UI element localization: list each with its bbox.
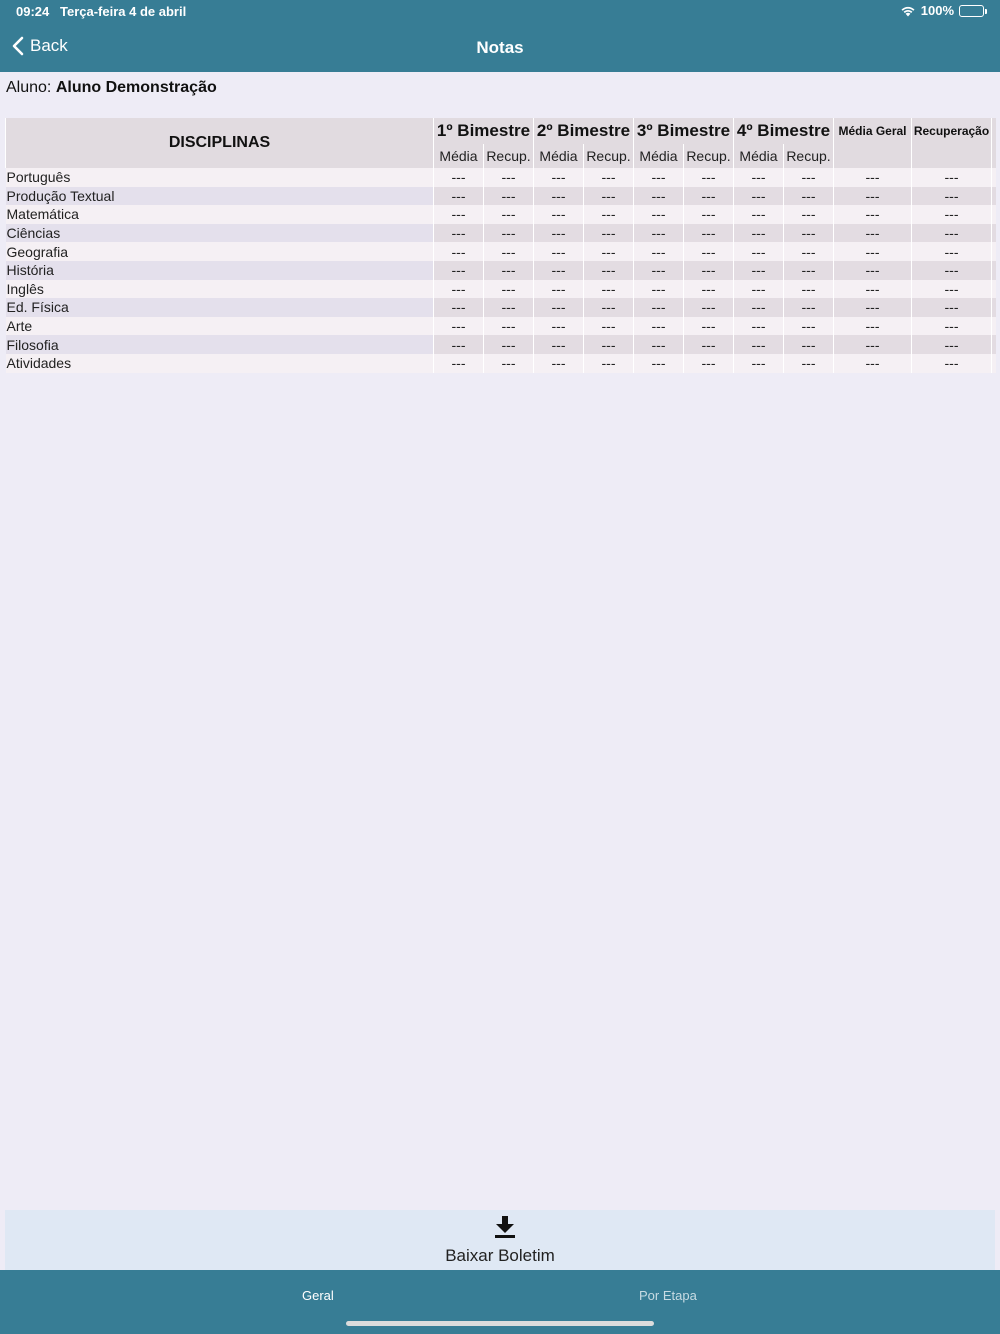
period-header: 4º Bimestre bbox=[734, 118, 834, 144]
grade-cell: --- bbox=[834, 168, 912, 187]
page-title: Notas bbox=[476, 38, 524, 57]
grade-cell: --- bbox=[684, 242, 734, 261]
grade-cell: --- bbox=[834, 298, 912, 317]
download-report-button[interactable] bbox=[5, 1210, 995, 1270]
grade-cell: --- bbox=[634, 335, 684, 354]
grade-cell: --- bbox=[484, 168, 534, 187]
grade-cell: --- bbox=[534, 205, 584, 224]
download-label: Baixar Boletim bbox=[445, 1246, 555, 1265]
grade-cell: --- bbox=[634, 261, 684, 280]
table-edge bbox=[992, 335, 996, 354]
grade-cell: --- bbox=[434, 280, 484, 299]
discipline-name: Geografia bbox=[6, 242, 434, 261]
grade-cell: --- bbox=[584, 354, 634, 373]
table-row bbox=[6, 168, 996, 187]
grade-cell: --- bbox=[684, 317, 734, 336]
grade-cell: --- bbox=[534, 242, 584, 261]
tab-geral[interactable]: Geral bbox=[302, 1288, 334, 1303]
grade-cell: --- bbox=[684, 224, 734, 243]
grade-cell: --- bbox=[684, 205, 734, 224]
grade-cell: --- bbox=[912, 224, 992, 243]
average-subheader: Média bbox=[634, 144, 684, 168]
grade-cell: --- bbox=[434, 224, 484, 243]
grade-cell: --- bbox=[634, 224, 684, 243]
grade-cell: --- bbox=[784, 354, 834, 373]
grade-cell: --- bbox=[912, 205, 992, 224]
grade-cell: --- bbox=[734, 205, 784, 224]
table-row bbox=[6, 261, 996, 280]
status-time: 09:24 bbox=[16, 4, 50, 19]
grade-cell: --- bbox=[734, 354, 784, 373]
grade-cell: --- bbox=[584, 298, 634, 317]
grade-cell: --- bbox=[534, 280, 584, 299]
grade-cell: --- bbox=[584, 224, 634, 243]
grade-cell: --- bbox=[534, 354, 584, 373]
grade-cell: --- bbox=[434, 298, 484, 317]
student-info bbox=[6, 79, 217, 97]
grade-cell: --- bbox=[434, 317, 484, 336]
grade-cell: --- bbox=[534, 168, 584, 187]
period-header: 2º Bimestre bbox=[534, 118, 634, 144]
grade-cell: --- bbox=[684, 261, 734, 280]
battery-percentage: 100% bbox=[920, 3, 954, 18]
grade-cell: --- bbox=[534, 187, 584, 206]
table-row bbox=[6, 224, 996, 243]
grade-cell: --- bbox=[684, 280, 734, 299]
grade-cell: --- bbox=[484, 317, 534, 336]
home-indicator bbox=[346, 1321, 654, 1326]
grade-cell: --- bbox=[734, 298, 784, 317]
discipline-name: Português bbox=[6, 168, 434, 187]
table-edge bbox=[992, 354, 996, 373]
grade-cell: --- bbox=[434, 168, 484, 187]
grade-cell: --- bbox=[434, 335, 484, 354]
wifi-icon bbox=[900, 5, 916, 17]
grade-cell: --- bbox=[734, 187, 784, 206]
grade-cell: --- bbox=[484, 280, 534, 299]
grade-cell: --- bbox=[834, 280, 912, 299]
discipline-name: Ed. Física bbox=[6, 298, 434, 317]
download-icon bbox=[490, 1214, 520, 1238]
grade-cell: --- bbox=[784, 317, 834, 336]
table-edge bbox=[992, 280, 996, 299]
grade-cell: --- bbox=[634, 298, 684, 317]
grade-cell: --- bbox=[912, 242, 992, 261]
grade-cell: --- bbox=[784, 187, 834, 206]
status-indicators bbox=[900, 3, 984, 18]
recovery-subheader: Recup. bbox=[484, 144, 534, 168]
grade-cell: --- bbox=[634, 168, 684, 187]
grade-cell: --- bbox=[634, 205, 684, 224]
grade-cell: --- bbox=[684, 168, 734, 187]
table-edge bbox=[992, 298, 996, 317]
grade-cell: --- bbox=[784, 335, 834, 354]
battery-icon bbox=[959, 5, 984, 17]
period-header: 3º Bimestre bbox=[634, 118, 734, 144]
recovery-subheader: Recup. bbox=[684, 144, 734, 168]
grade-cell: --- bbox=[912, 354, 992, 373]
grade-cell: --- bbox=[434, 261, 484, 280]
student-name: Aluno Demonstração bbox=[55, 79, 217, 96]
grade-cell: --- bbox=[534, 298, 584, 317]
grade-cell: --- bbox=[834, 224, 912, 243]
grade-cell: --- bbox=[734, 317, 784, 336]
grade-cell: --- bbox=[684, 187, 734, 206]
grade-cell: --- bbox=[912, 317, 992, 336]
table-edge bbox=[992, 144, 996, 168]
grade-cell: --- bbox=[634, 242, 684, 261]
table-row bbox=[6, 317, 996, 336]
grade-cell: --- bbox=[634, 187, 684, 206]
average-subheader: Média bbox=[434, 144, 484, 168]
grade-cell: --- bbox=[434, 354, 484, 373]
grade-cell: --- bbox=[784, 205, 834, 224]
grade-cell: --- bbox=[584, 168, 634, 187]
period-header: 1º Bimestre bbox=[434, 118, 534, 144]
grade-cell: --- bbox=[584, 317, 634, 336]
discipline-name: História bbox=[6, 261, 434, 280]
discipline-name: Matemática bbox=[6, 205, 434, 224]
grade-cell: --- bbox=[584, 280, 634, 299]
table-edge bbox=[992, 205, 996, 224]
grade-cell: --- bbox=[784, 168, 834, 187]
navigation-bar bbox=[0, 0, 1000, 72]
table-row bbox=[6, 205, 996, 224]
grade-cell: --- bbox=[484, 298, 534, 317]
table-edge bbox=[992, 242, 996, 261]
grade-cell: --- bbox=[434, 187, 484, 206]
table-row bbox=[6, 335, 996, 354]
tab-por-etapa[interactable]: Por Etapa bbox=[639, 1288, 697, 1303]
table-edge bbox=[992, 187, 996, 206]
grade-cell: --- bbox=[484, 205, 534, 224]
empty-subheader bbox=[912, 144, 992, 168]
grade-cell: --- bbox=[834, 242, 912, 261]
table-edge bbox=[992, 168, 996, 187]
table-row bbox=[6, 354, 996, 373]
table-row bbox=[6, 280, 996, 299]
grade-cell: --- bbox=[784, 298, 834, 317]
grade-cell: --- bbox=[534, 224, 584, 243]
grade-cell: --- bbox=[634, 354, 684, 373]
grade-cell: --- bbox=[784, 242, 834, 261]
grade-cell: --- bbox=[834, 317, 912, 336]
grades-table bbox=[5, 118, 996, 373]
recovery-subheader: Recup. bbox=[584, 144, 634, 168]
table-row bbox=[6, 298, 996, 317]
grade-cell: --- bbox=[584, 261, 634, 280]
overall-average-header: Média Geral bbox=[834, 118, 912, 144]
table-row bbox=[6, 187, 996, 206]
grade-cell: --- bbox=[834, 354, 912, 373]
grade-cell: --- bbox=[734, 261, 784, 280]
table-edge bbox=[992, 224, 996, 243]
table-edge bbox=[992, 261, 996, 280]
grade-cell: --- bbox=[912, 280, 992, 299]
grade-cell: --- bbox=[484, 261, 534, 280]
grade-cell: --- bbox=[912, 187, 992, 206]
grade-cell: --- bbox=[484, 224, 534, 243]
average-subheader: Média bbox=[734, 144, 784, 168]
grade-cell: --- bbox=[734, 168, 784, 187]
grade-cell: --- bbox=[584, 335, 634, 354]
table-edge bbox=[992, 317, 996, 336]
grade-cell: --- bbox=[584, 242, 634, 261]
grade-cell: --- bbox=[484, 335, 534, 354]
grade-cell: --- bbox=[912, 261, 992, 280]
tab-bar bbox=[0, 1270, 1000, 1334]
disciplines-header: DISCIPLINAS bbox=[6, 118, 434, 168]
grade-cell: --- bbox=[534, 335, 584, 354]
grade-cell: --- bbox=[434, 205, 484, 224]
grade-cell: --- bbox=[484, 187, 534, 206]
grade-cell: --- bbox=[684, 298, 734, 317]
table-row bbox=[6, 242, 996, 261]
grade-cell: --- bbox=[734, 280, 784, 299]
discipline-name: Inglês bbox=[6, 280, 434, 299]
grade-cell: --- bbox=[684, 354, 734, 373]
recovery-subheader: Recup. bbox=[784, 144, 834, 168]
grade-cell: --- bbox=[784, 224, 834, 243]
grade-cell: --- bbox=[734, 242, 784, 261]
discipline-name: Filosofia bbox=[6, 335, 434, 354]
discipline-name: Produção Textual bbox=[6, 187, 434, 206]
grade-cell: --- bbox=[534, 261, 584, 280]
discipline-name: Ciências bbox=[6, 224, 434, 243]
grade-cell: --- bbox=[912, 298, 992, 317]
discipline-name: Arte bbox=[6, 317, 434, 336]
grade-cell: --- bbox=[834, 335, 912, 354]
status-date: Terça-feira 4 de abril bbox=[60, 4, 187, 19]
grade-cell: --- bbox=[834, 205, 912, 224]
empty-subheader bbox=[834, 144, 912, 168]
grade-cell: --- bbox=[784, 280, 834, 299]
grade-cell: --- bbox=[912, 168, 992, 187]
grade-cell: --- bbox=[484, 242, 534, 261]
student-label: Aluno: bbox=[6, 79, 52, 96]
grade-cell: --- bbox=[634, 280, 684, 299]
grade-cell: --- bbox=[534, 317, 584, 336]
grade-cell: --- bbox=[734, 224, 784, 243]
grade-cell: --- bbox=[684, 335, 734, 354]
back-label: Back bbox=[30, 36, 68, 55]
discipline-name: Atividades bbox=[6, 354, 434, 373]
grade-cell: --- bbox=[484, 354, 534, 373]
grade-cell: --- bbox=[734, 335, 784, 354]
grade-cell: --- bbox=[584, 205, 634, 224]
average-subheader: Média bbox=[534, 144, 584, 168]
grade-cell: --- bbox=[584, 187, 634, 206]
grade-cell: --- bbox=[784, 261, 834, 280]
recovery-header: Recuperação bbox=[912, 118, 992, 144]
grade-cell: --- bbox=[912, 335, 992, 354]
grade-cell: --- bbox=[834, 187, 912, 206]
table-edge bbox=[992, 118, 996, 144]
grade-cell: --- bbox=[834, 261, 912, 280]
grade-cell: --- bbox=[634, 317, 684, 336]
grade-cell: --- bbox=[434, 242, 484, 261]
